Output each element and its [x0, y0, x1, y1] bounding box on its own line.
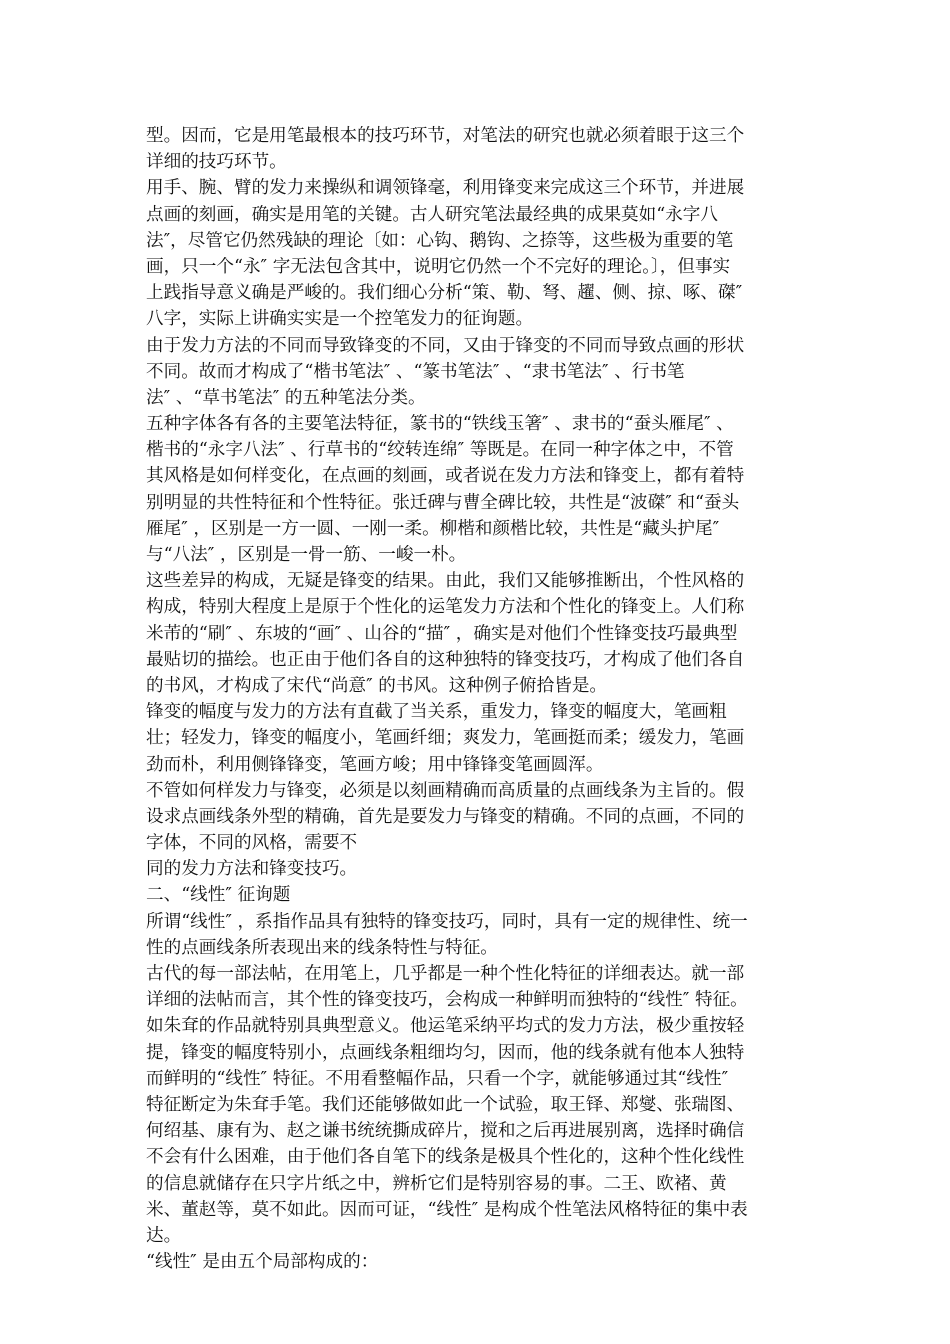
text-line: 不会有什么困难，由于他们各自笔下的线条是极具个性化的，这种个性化线性 [146, 1147, 745, 1168]
text-line: 古代的每一部法帖，在用笔上，几乎都是一种个性化特征的详细表达。就一部 [146, 964, 745, 984]
text-line: 的书风，才构成了宋代“尚意″ 的书风。这种例子俯拾皆是。 [146, 675, 608, 696]
text-line: 达。 [146, 1225, 182, 1246]
text-line: 其风格是如何样变化，在点画的刻画，或者说在发力方法和锋变上，都有着特 [146, 466, 745, 487]
text-line: 提，锋变的幅度特别小，点画线条粗细均匀，因而，他的线条就有他本人独特 [146, 1042, 745, 1063]
text-line: 的信息就储存在只字片纸之中，辨析它们是特别容易的事。二王、欧褚、黄 [146, 1173, 727, 1194]
text-line: 由于发力方法的不同而导致锋变的不同，又由于锋变的不同而导致点画的形状 [146, 335, 745, 356]
text-line: 五种字体各有各的主要笔法特征，篆书的“铁线玉箸″ 、隶书的“蚕头雁尾″ 、 [146, 414, 734, 435]
text-line: 详细的技巧环节。 [146, 152, 287, 173]
text-line: 楷书的“永字八法″ 、行草书的“绞转连绵″ 等既是。在同一种字体之中，不管 [146, 440, 734, 461]
text-line: 锋变的幅度与发力的方法有直截了当关系，重发力，锋变的幅度大，笔画粗 [146, 702, 727, 723]
text-line: 所谓“线性″ ，系指作品具有独特的锋变技巧，同时，具有一定的规律性、统一 [146, 911, 748, 932]
text-line: “线性″ 是由五个局部构成的： [146, 1252, 379, 1273]
text-line: 设求点画线条外型的精确，首先是要发力与锋变的精确。不同的点画，不同的 [146, 806, 745, 827]
text-line: 壮；轻发力，锋变的幅度小，笔画纤细；爽发力，笔画挺而柔；缓发力，笔画 [146, 728, 745, 749]
text-line: 如朱耷的作品就特别具典型意义。他运笔采纳平均式的发力方法，极少重按轻 [146, 1016, 745, 1037]
text-line: 最贴切的描绘。也正由于他们各自的这种独特的锋变技巧，才构成了他们各自 [146, 649, 745, 670]
text-line: 与“八法″ ，区别是一骨一筋、一峻一朴。 [146, 545, 467, 565]
text-line: 何绍基、康有为、赵之谦书统统撕成碎片，搅和之后再进展别离，选择时确信 [146, 1121, 745, 1142]
text-line: 米芾的“刷″ 、东坡的“画″ 、山谷的“描″ ，确实是对他们个性锋变技巧最典型 [146, 623, 738, 644]
text-line: 法″，尽管它仍然残缺的理论〔如：心钩、鹅钩、之捺等，这些极为重要的笔 [146, 230, 734, 251]
document-body [146, 123, 811, 1275]
text-line: 劲而朴，利用侧锋锋变，笔画方峻；用中锋锋变笔画圆浑。 [146, 754, 604, 775]
text-line: 用手、腕、臂的发力来操纵和调领锋毫，利用锋变来完成这三个环节，并进展 [146, 178, 745, 199]
text-line: 性的点画线条所表现出来的线条特性与特征。 [146, 937, 498, 958]
text-line: 而鲜明的“线性″ 特征。不用看整幅作品，只看一个字，就能够通过其“线性″ [146, 1068, 729, 1089]
text-line: 雁尾″ ，区别是一方一圆、一刚一柔。柳楷和颜楷比较，共性是“藏头护尾″ [146, 518, 720, 539]
text-line: 八字，实际上讲确实实是一个控笔发力的征询题。 [146, 309, 534, 330]
text-line: 上践指导意义确是严峻的。我们细心分析“策、勒、弩、趯、侧、掠、啄、磔″ [146, 283, 743, 304]
text-line: 同的发力方法和锋变技巧。 [146, 859, 358, 880]
text-line: 特征断定为朱耷手笔。我们还能够做如此一个试验，取王铎、郑燮、张瑞图、 [146, 1094, 745, 1115]
text-line: 法″ 、“草书笔法″ 的五种笔法分类。 [146, 387, 426, 408]
text-line: 不同。故而才构成了“楷书笔法″ 、“篆书笔法″ 、“隶书笔法″ 、行书笔 [146, 361, 685, 382]
text-line: 这些差异的构成，无疑是锋变的结果。由此，我们又能够推断出，个性风格的 [146, 571, 745, 592]
text-line: 点画的刻画，确实是用笔的关键。古人研究笔法最经典的成果莫如“永字八 [146, 204, 718, 225]
section-heading: 二、“线性″ 征询题 [146, 885, 291, 906]
text-line: 画，只一个“永″ 字无法包含其中，说明它仍然一个不完好的理论。〕，但事实 [146, 256, 731, 277]
text-line: 型。因而，它是用笔最根本的技巧环节，对笔法的研究也就必须着眼于这三个 [146, 126, 745, 146]
text-line: 不管如何样发力与锋变，必须是以刻画精确而高质量的点画线条为主旨的。假 [146, 780, 745, 801]
text-line: 详细的法帖而言，其个性的锋变技巧，会构成一种鲜明而独特的“线性″ 特征。 [146, 990, 748, 1011]
text-line: 构成，特别大程度上是原于个性化的运笔发力方法和个性化的锋变上。人们称 [146, 597, 745, 618]
text-line: 米、董赵等，莫不如此。因而可证，“线性″ 是构成个性笔法风格特征的集中表 [146, 1199, 748, 1220]
text-line: 别明显的共性特征和个性特征。张迁碑与曹全碑比较，共性是“波磔″ 和“蚕头 [146, 492, 740, 513]
text-line: 字体，不同的风格，需要不 [146, 833, 358, 854]
